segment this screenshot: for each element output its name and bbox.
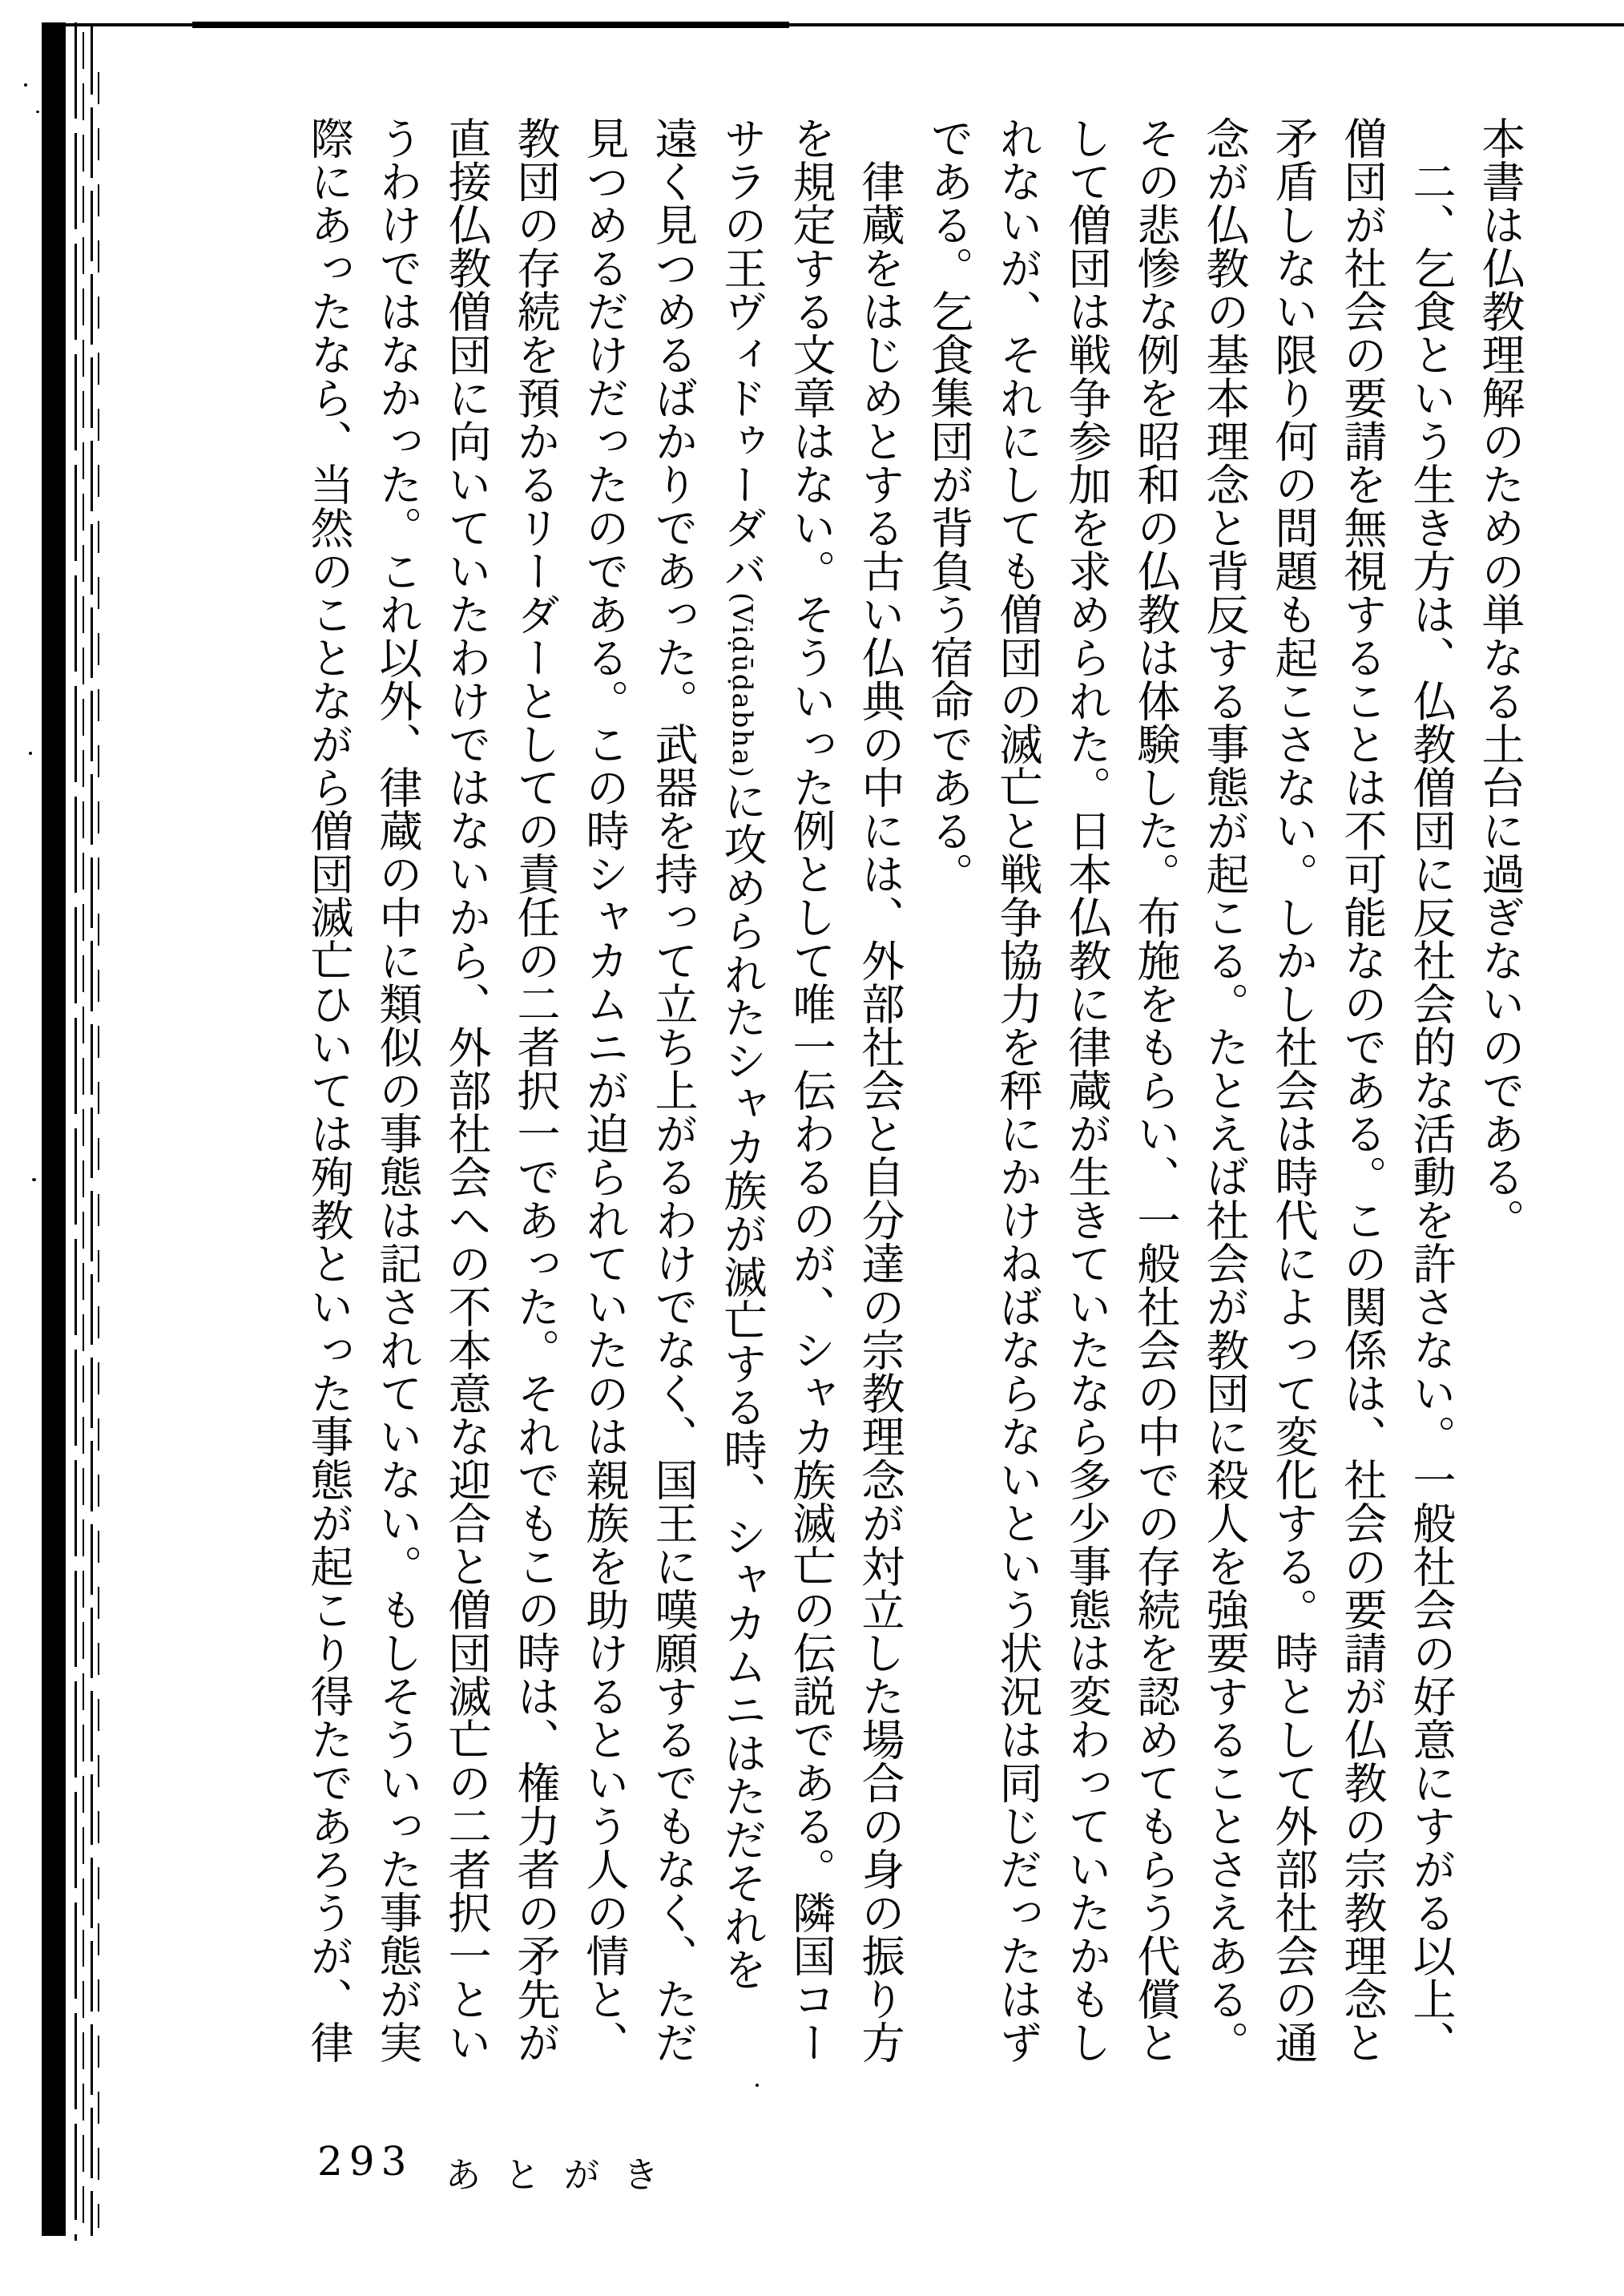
scan-gutter-line (75, 22, 77, 2241)
scan-speck (29, 752, 32, 755)
text-column: 直接仏教僧団に向いていたわけではないから、外部社会への不本意な迎合と僧団滅亡の二者択一とい (441, 116, 492, 2064)
romanization: (Viḍūḍabha) (726, 592, 758, 779)
text-column: 見つめるだけだったのである。この時シャカムニが迫られていたのは親族を助けるという人の情と、 (579, 116, 630, 2064)
text-column: 遠く見つめるばかりであった。武器を持って立ち上がるわけでなく、国王に嘆願するでもなく、ただ (648, 116, 699, 2064)
scan-gutter-line (83, 32, 84, 2236)
running-title: あとがき (445, 2155, 683, 2196)
scan-speck (756, 2084, 759, 2087)
text-column: 本書は仏教理解のための単なる土台に過ぎないのである。 (1475, 116, 1525, 1241)
text-column: 律蔵をはじめとする古い仏典の中には、外部社会と自分達の宗教理念が対立した場合の身の振り方 (855, 159, 905, 2064)
scan-gutter-line (98, 48, 99, 2228)
scan-speck (24, 83, 27, 87)
scan-speck (36, 111, 39, 113)
text-column: サラの王ヴィドゥーダバ(Viḍūḍabha)に攻められたシャカ族が滅亡する時、シャカムニはただそれを (717, 116, 768, 1991)
page-number: 293 (317, 2138, 413, 2185)
text-column: を規定する文章はない。そういった例として唯一伝わるのが、シャカ族滅亡の伝説である。隣国コー (786, 116, 836, 2064)
page-text (292, 116, 1534, 2064)
scan-top-rule-thick (192, 22, 789, 28)
text-column: うわけではなかった。これ以外、律蔵の中に類似の事態は記されていない。もしそういった事態が実 (373, 116, 423, 2064)
text-column: 矛盾しない限り何の問題も起こさない。しかし社会は時代によって変化する。時として外部社会の通 (1268, 116, 1319, 2064)
text-column: その悲惨な例を昭和の仏教は体験した。布施をもらい、一般社会の中での存続を認めてもらう代償と (1130, 116, 1181, 2064)
text-column: れないが、それにしても僧団の滅亡と戦争協力を秤にかけねばならないという状況は同じだったはず (993, 116, 1043, 2064)
text-column: である。乞食集団が背負う宿命である。 (924, 116, 974, 895)
text-column: 教団の存続を預かるリーダーとしての責任の二者択一であった。それでもこの時は、権力者の矛先が (510, 116, 561, 2064)
text-column: 二、乞食という生き方は、仏教僧団に反社会的な活動を許さない。一般社会の好意にすがる以上、 (1406, 159, 1457, 2064)
text-column: 僧団が社会の要請を無視することは不可能なのである。この関係は、社会の要請が仏教の宗教理念と (1337, 116, 1388, 2064)
text-column: 際にあったなら、当然のことながら僧団滅亡ひいては殉教といった事態が起こり得たであろうが、律 (304, 116, 354, 2064)
text-column: 念が仏教の基本理念と背反する事態が起こる。たとえば社会が教団に殺人を強要することさえある。 (1199, 116, 1250, 2064)
scan-speck (32, 1178, 36, 1181)
scan-gutter-band (42, 22, 66, 2236)
text-column: して僧団は戦争参加を求められた。日本仏教に律蔵が生きていたなら多少事態は変わっていたかもし (1062, 116, 1112, 2064)
scan-gutter-line (91, 24, 93, 2236)
